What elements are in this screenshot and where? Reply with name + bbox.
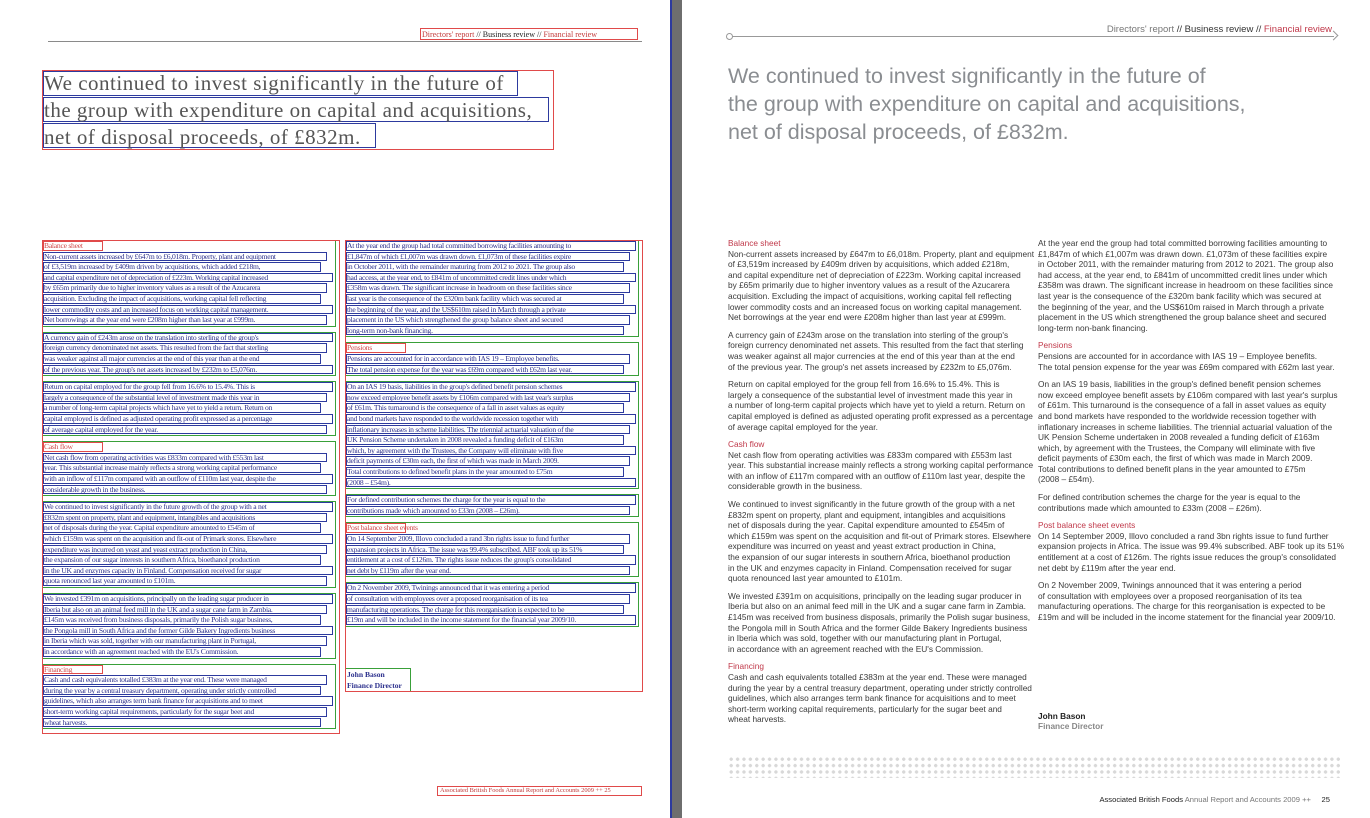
section-heading: Balance sheet [44, 241, 83, 250]
text-line: We invested £391m on acquisitions, principally on the leading sugar producer in [44, 594, 269, 603]
text-line: expenditure was incurred on yeast and yeast extract production in China, [44, 544, 248, 554]
paragraph [728, 591, 1034, 655]
annotated-headline-1: We continued to invest significantly in the future of [44, 71, 504, 95]
text-column-1 [728, 238, 1034, 732]
text-line: inflationary increases in scheme liabilities. The triennial actuarial valuation of the [1038, 421, 1333, 432]
text-line: which £159m was spent on the acquisition and fit-out of Primark stores. Elsewhere [728, 530, 1031, 541]
text-line: with an inflow of £117m compared with an outflow of £110m last year, despite the [44, 474, 276, 483]
headline-line-3: net of disposal proceeds, of £832m. [728, 120, 1069, 144]
text-line: entitlement at a cost of £126m. The rights issue reduces the group's consolidated [347, 555, 572, 565]
text-line: net debt by £119m after the year end. [1038, 562, 1176, 573]
text-line: We continued to invest significantly in the future growth of the group with a net [44, 502, 267, 512]
section-heading: Pensions [1038, 340, 1073, 351]
text-line: now exceed employee benefit assets by £106m compared with last year's surplus [347, 392, 574, 402]
column-2-box [345, 240, 643, 692]
headline-line-1: We continued to invest significantly in the future of [728, 64, 1206, 88]
breadcrumb-separator: // [1174, 24, 1185, 35]
text-line: lower commodity costs and an increased focus on working capital management. [728, 301, 1022, 312]
paragraph [1038, 580, 1344, 622]
annotated-headline-3: net of disposal proceeds, of £832m. [44, 125, 361, 149]
nav-separator: // [534, 30, 544, 39]
breadcrumb-separator: // [1253, 24, 1264, 35]
text-line: On 2 November 2009, Twinings announced that it was entering a period [347, 583, 550, 593]
text-line: inflationary increases in scheme liabilities. The triennial actuarial valuation of the [347, 424, 574, 434]
text-line: On 2 November 2009, Twinings announced that it was entering a period [1038, 580, 1302, 591]
text-line: quota renounced last year amounted to £101m. [44, 576, 176, 586]
text-line: UK Pension Scheme undertaken in 2008 revealed a funding deficit of £163m [347, 435, 564, 445]
text-line: in October 2011, with the remainder maturing from 2012 to 2021. The group also [1038, 259, 1334, 270]
annotated-page [0, 0, 672, 818]
text-line: in Iberia which was sold, together with our manufacturing plant in Portugal, [728, 633, 1002, 644]
text-line: deficit payments of £30m each, the first of which was made in March 2009. [347, 456, 559, 466]
annotated-footer [440, 786, 611, 795]
paragraph [1038, 520, 1344, 573]
nav-separator: // [474, 30, 483, 39]
paragraph [728, 238, 1034, 323]
text-line: £145m was received from business disposals, primarily the Polish sugar business, [44, 615, 273, 625]
document-page [682, 0, 1370, 818]
nav-item-business-review: Business review [482, 30, 535, 39]
text-line: lower commodity costs and an increased focus on working capital management. [44, 304, 269, 314]
text-line: expenditure was incurred on yeast and yeast extract production in China, [728, 541, 996, 552]
text-line: We continued to invest significantly in the future growth of the group with a net [728, 499, 1015, 510]
text-line: Net borrowings at the year end were £208m higher than last year at £999m. [728, 312, 1007, 323]
footer-doc: Annual Report and Accounts 2009 [1184, 795, 1300, 804]
text-line: the expansion of our sugar interests in southern Africa, bioethanol production [44, 555, 260, 565]
text-line: £1,847m of which £1,007m was drawn down. £1,073m of these facilities expire [1038, 248, 1328, 259]
text-line: wheat harvests. [44, 717, 88, 727]
text-line: and bond markets have responded to the worldwide recession together with [347, 414, 559, 423]
text-line: On an IAS 19 basis, liabilities in the group's defined benefit pension schemes [1038, 379, 1321, 390]
page-headline [728, 62, 1246, 146]
footer-page-number: 25 [1321, 795, 1330, 804]
text-line: guidelines, which also arranges term bank finance for acquisitions and to meet [44, 696, 263, 706]
section-heading: Financing [44, 664, 73, 674]
breadcrumb-financial-review[interactable]: Financial review [1263, 24, 1332, 35]
text-line: with an inflow of £117m compared with an outflow of £110m last year, despite the [728, 470, 1026, 481]
text-line: Net cash flow from operating activities was £833m compared with £553m last [44, 452, 264, 462]
text-line: Cash and cash equivalents totalled £383m at the year end. These were managed [44, 675, 267, 685]
nav-item-directors-report: Directors' report [422, 30, 475, 39]
text-line: during the year by a central treasury department, operating under strictly controlled [728, 682, 1032, 693]
text-line: For defined contribution schemes the charge for the year is equal to the [1038, 492, 1301, 503]
text-line: Total contributions to defined benefit plans in the year amounted to £75m [347, 467, 553, 476]
text-line: UK Pension Scheme undertaken in 2008 revealed a funding deficit of £163m [1038, 432, 1320, 443]
footer-doc: Annual Report and Accounts 2009 [505, 787, 594, 794]
text-line: Total contributions to defined benefit plans in the year amounted to £75m [1038, 463, 1306, 474]
text-line: £358m was drawn. The significant increase in headroom on these facilities since [347, 283, 572, 293]
text-line: Iberia but also on an animal feed mill in the UK and a sugar cane farm in Zambia. [728, 601, 1026, 612]
text-line: during the year by a central treasury department, operating under strictly controlled [44, 685, 276, 695]
section-heading: Balance sheet [728, 238, 781, 248]
text-line: We invested £391m on acquisitions, principally on the leading sugar producer in [728, 590, 1022, 601]
nav-item-financial-review: Financial review [543, 30, 597, 39]
text-line: net debt by £119m after the year end. [347, 565, 451, 575]
text-line: of £61m. This turnaround is the consequence of a fall in asset values as equity [1038, 400, 1327, 411]
text-line: foreign currency denominated net assets. This resulted from the fact that sterling [44, 343, 268, 353]
text-line: At the year end the group had total committed borrowing facilities amounting to [1038, 238, 1328, 248]
text-line: and capital expenditure net of depreciation of £223m. Working capital increased [728, 269, 1021, 280]
section-heading: Post balance sheet events [347, 523, 418, 533]
page-boundary-line [670, 0, 672, 818]
text-line: now exceed employee benefit assets by £106m compared with last year's surplus [1038, 389, 1338, 400]
text-line: and bond markets have responded to the worldwide recession together with [1038, 410, 1317, 421]
annotated-signature-name: John Bason [347, 670, 385, 679]
text-line: last year is the consequence of the £320m bank facility which was secured at [1038, 290, 1322, 301]
paragraph [1038, 238, 1344, 333]
text-line: of consultation with employees over a proposed reorganisation of its tea [1038, 590, 1302, 601]
text-line: long-term non-bank financing. [1038, 322, 1148, 333]
text-line: Net cash flow from operating activities was £833m compared with £553m last [728, 449, 1012, 460]
text-line: had access, at the year end, to £841m of uncommitted credit lines under which [1038, 269, 1328, 280]
headline-line-2: the group with expenditure on capital and acquisitions, [728, 92, 1246, 116]
text-line: Pensions are accounted for in accordance with IAS 19 – Employee benefits. [347, 354, 560, 363]
text-line: had access, at the year end, to £841m of uncommitted credit lines under which [347, 272, 567, 282]
paragraph [728, 330, 1034, 372]
text-line: of £61m. This turnaround is the consequence of a fall in asset values as equity [347, 403, 565, 413]
text-line: in the UK and enzymes capacity in Finland. Compensation received for sugar [44, 565, 262, 575]
text-line: by £65m primarily due to higher inventory values as a result of the Azucarera [728, 280, 1010, 291]
text-line: For defined contribution schemes the charge for the year is equal to the [347, 495, 546, 505]
section-heading: Post balance sheet events [1038, 520, 1136, 531]
text-line: which, by agreement with the Trustees, the Company will eliminate with five [1038, 442, 1316, 453]
text-line: the Pongola mill in South Africa and the former Gilde Bakery Ingredients business [728, 622, 1028, 633]
text-line: long-term non-bank financing. [347, 325, 433, 335]
text-line: acquisition. Excluding the impact of acquisitions, working capital fell reflecting [728, 290, 1012, 301]
text-line: of the previous year. The group's net assets increased by £232m to £5,076m. [44, 364, 257, 374]
text-line: entitlement at a cost of £126m. The rights issue reduces the group's consolidated [1038, 552, 1336, 563]
text-line: the beginning of the year, and the US$610m raised in March through a private [347, 304, 566, 314]
text-line: year. This substantial increase mainly reflects a strong working capital performance [44, 463, 277, 473]
text-line: £19m and will be included in the income statement for the financial year 2009/10. [347, 615, 577, 625]
text-line: contributions made which amounted to £33m (2008 – £26m). [1038, 502, 1262, 513]
text-line: On 14 September 2009, Illovo concluded a rand 3bn rights issue to fund further [1038, 530, 1329, 541]
column-1-box [42, 240, 340, 734]
paragraph [728, 439, 1034, 492]
text-line: net of disposals during the year. Capital expenditure amounted to £545m of [728, 520, 1005, 531]
section-heading: Cash flow [728, 439, 765, 450]
text-line: capital employed is defined as adjusted operating profit expressed as a percentage [728, 410, 1033, 421]
section-heading: Cash flow [44, 442, 73, 452]
paragraph [1038, 340, 1344, 372]
arrow-right-icon [1329, 31, 1339, 41]
text-line: Iberia but also on an animal feed mill in the UK and a sugar cane farm in Zambia. [44, 604, 273, 614]
annotated-nav [422, 30, 597, 39]
text-line: expansion projects in Africa. The issue was 99.4% subscribed. ABF took up its 51% [347, 544, 583, 554]
signature-role: Finance Director [1038, 721, 1104, 732]
text-line: the Pongola mill in South Africa and the former Gilde Bakery Ingredients business [44, 625, 276, 635]
text-line: in Iberia which was sold, together with our manufacturing plant in Portugal, [44, 636, 256, 646]
paragraph [728, 379, 1034, 432]
text-line: (2008 – £54m). [347, 477, 391, 487]
breadcrumb-business-review[interactable]: Business review [1184, 24, 1254, 35]
paragraph [1038, 379, 1344, 485]
text-line: £832m spent on property, plant and equipment, intangibles and acquisitions [44, 512, 256, 522]
text-line: quota renounced last year amounted to £101m. [728, 573, 903, 584]
text-column-2 [1038, 238, 1344, 739]
text-line: of the previous year. The group's net assets increased by £232m to £5,076m. [728, 361, 1012, 372]
text-line: in the UK and enzymes capacity in Finland. Compensation received for sugar [728, 562, 1012, 573]
header-rule [730, 36, 1334, 37]
text-line: of average capital employed for the year. [44, 424, 158, 434]
text-line: expansion projects in Africa. The issue was 99.4% subscribed. ABF took up its 51% [1038, 541, 1345, 552]
footer-marker: ++ [1302, 795, 1311, 804]
text-line: and capital expenditure net of depreciation of £223m. Working capital increased [44, 272, 268, 282]
signature-name: John Bason [1038, 710, 1086, 721]
text-line: The total pension expense for the year was £69m compared with £62m last year. [347, 364, 572, 374]
text-line: A currency gain of £243m arose on the translation into sterling of the group's [44, 332, 259, 342]
annotated-rule [48, 41, 642, 42]
text-line: £145m was received from business disposals, primarily the Polish sugar business, [728, 612, 1031, 622]
paragraph [728, 499, 1034, 584]
annotated-headline-2: the group with expenditure on capital and acquisitions, [44, 98, 533, 122]
text-line: Non-current assets increased by £647m to £6,018m. Property, plant and equipment [44, 251, 276, 261]
text-line: of £3,519m increased by £409m driven by acquisitions, which added £218m, [44, 262, 261, 272]
dot-pattern [728, 756, 1340, 778]
text-line: Non-current assets increased by £647m to £6,018m. Property, plant and equipment [728, 248, 1035, 259]
text-line: £832m spent on property, plant and equipment, intangibles and acquisitions [728, 509, 1006, 520]
text-line: was weaker against all major currencies at the end of this year than at the end [728, 350, 1015, 361]
breadcrumb-directors-report[interactable]: Directors' report [1106, 24, 1175, 35]
text-line: manufacturing operations. The charge for this reorganisation is expected to be [347, 604, 565, 614]
text-line: which £159m was spent on the acquisition and fit-out of Primark stores. Elsewhere [44, 534, 277, 543]
text-line: Return on capital employed for the group fell from 16.6% to 15.4%. This is [728, 379, 1000, 390]
text-line: On 14 September 2009, Illovo concluded a rand 3bn rights issue to fund further [347, 534, 570, 543]
text-line: last year is the consequence of the £320m bank facility which was secured at [347, 294, 562, 303]
text-line: the beginning of the year, and the US$610m raised in March through a private [1038, 301, 1324, 312]
text-line: (2008 – £54m). [1038, 474, 1095, 485]
text-line: short-term working capital requirements, particularly for the sugar beet and [728, 703, 1002, 714]
text-line: placement in the US which strengthened the group balance sheet and secured [1038, 312, 1327, 323]
text-line: in accordance with an agreement reached with the EU's Commission. [44, 647, 239, 656]
footer-company: Associated British Foods [440, 787, 505, 794]
text-line: acquisition. Excluding the impact of acquisitions, working capital fell reflecting [44, 294, 267, 303]
footer-company: Associated British Foods [1099, 795, 1184, 804]
text-line: capital employed is defined as adjusted operating profit expressed as a percentage [44, 414, 273, 423]
text-line: of average capital employed for the year. [728, 421, 878, 432]
footer-page: 25 [604, 787, 611, 794]
footer-marker: ++ [595, 787, 603, 794]
text-line: year. This substantial increase mainly reflects a strong working capital performance [728, 460, 1034, 471]
text-line: Return on capital employed for the group fell from 16.6% to 15.4%. This is [44, 382, 255, 392]
annotated-signature-role: Finance Director [347, 681, 402, 690]
text-line: which, by agreement with the Trustees, the Company will eliminate with five [347, 445, 563, 455]
text-line: £19m and will be included in the income statement for the financial year 2009/10. [1038, 612, 1336, 622]
text-line: Pensions are accounted for in accordance with IAS 19 – Employee benefits. [1038, 350, 1318, 361]
text-line: Cash and cash equivalents totalled £383m at the year end. These were managed [728, 671, 1027, 682]
text-line: the expansion of our sugar interests in southern Africa, bioethanol production [728, 552, 1011, 563]
text-line: At the year end the group had total committed borrowing facilities amounting to [347, 241, 572, 250]
text-line: was weaker against all major currencies at the end of this year than at the end [44, 354, 260, 363]
text-line: in October 2011, with the remainder maturing from 2012 to 2021. The group also [347, 262, 575, 272]
text-line: considerable growth in the business. [728, 481, 863, 492]
text-line: foreign currency denominated net assets. This resulted from the fact that sterling [728, 340, 1024, 351]
text-line: wheat harvests. [728, 714, 787, 725]
paragraph [728, 661, 1034, 725]
text-line: A currency gain of £243m arose on the translation into sterling of the group's [728, 329, 1009, 340]
section-heading: Pensions [347, 343, 373, 353]
text-line: £1,847m of which £1,007m was drawn down. £1,073m of these facilities expire [347, 251, 571, 261]
text-line: a number of long-term capital projects which have yet to yield a return. Return on [44, 403, 273, 413]
section-heading: Financing [728, 661, 764, 672]
text-line: Net borrowings at the year end were £208m higher than last year at £999m. [44, 315, 256, 325]
text-line: On an IAS 19 basis, liabilities in the group's defined benefit pension schemes [347, 382, 563, 392]
text-line: net of disposals during the year. Capital expenditure amounted to £545m of [44, 523, 255, 533]
paragraph [1038, 492, 1344, 513]
text-line: placement in the US which strengthened the group balance sheet and secured [347, 315, 563, 325]
text-line: guidelines, which also arranges term bank finance for acquisitions and to meet [728, 693, 1016, 704]
text-line: short-term working capital requirements, particularly for the sugar beet and [44, 707, 254, 716]
text-line: The total pension expense for the year was £69m compared with £62m last year. [1038, 361, 1335, 372]
text-line: of £3,519m increased by £409m driven by acquisitions, which added £218m, [728, 259, 1010, 270]
text-line: manufacturing operations. The charge for this reorganisation is expected to be [1038, 601, 1326, 612]
text-line: deficit payments of £30m each, the first of which was made in March 2009. [1038, 453, 1313, 464]
text-line: considerable growth in the business. [44, 484, 146, 494]
text-line: largely a consequence of the substantial level of investment made this year in [728, 389, 1013, 400]
text-line: in accordance with an agreement reached with the EU's Commission. [728, 643, 984, 654]
text-line: largely a consequence of the substantial level of investment made this year in [44, 392, 260, 402]
breadcrumb [1107, 24, 1332, 35]
text-line: £358m was drawn. The significant increase in headroom on these facilities since [1038, 280, 1334, 291]
page-footer [1099, 795, 1330, 804]
text-line: of consultation with employees over a proposed reorganisation of its tea [347, 594, 548, 603]
text-line: contributions made which amounted to £33m (2008 – £26m). [347, 505, 520, 515]
text-line: by £65m primarily due to higher inventory values as a result of the Azucarera [44, 283, 261, 293]
signature [1038, 711, 1344, 732]
text-line: a number of long-term capital projects which have yet to yield a return. Return on [728, 400, 1025, 411]
